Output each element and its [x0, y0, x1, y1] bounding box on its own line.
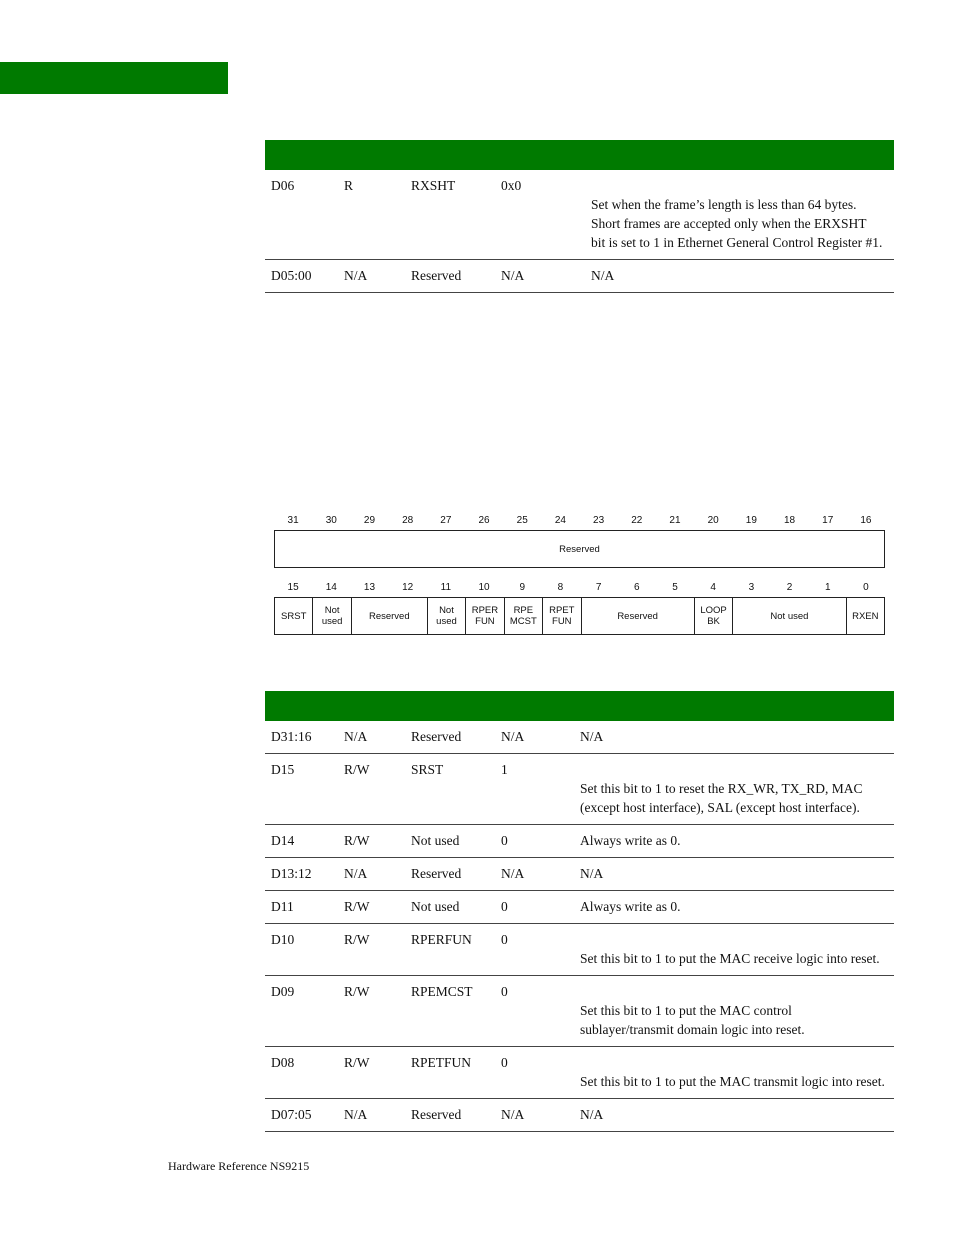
table-row	[265, 754, 894, 825]
cell-mnemonic: Not used	[405, 825, 495, 858]
bit-field: Reserved	[351, 598, 427, 634]
bit-number: 18	[783, 515, 796, 526]
cell-description	[585, 260, 894, 293]
description-line: Always write as 0.	[580, 833, 681, 848]
cell-mnemonic: Reserved	[405, 260, 495, 293]
description-line	[580, 930, 888, 949]
cell-reset: N/A	[495, 858, 574, 891]
cell-bits: D11	[265, 891, 338, 924]
cell-description	[574, 858, 894, 891]
table-row	[265, 1047, 894, 1099]
cell-access: R/W	[338, 754, 405, 825]
bit-field: Reserved	[559, 543, 600, 555]
cell-access: R/W	[338, 891, 405, 924]
description-line: sublayer/transmit domain logic into reset.	[580, 1022, 805, 1037]
bit-number: 27	[440, 515, 452, 526]
cell-description	[574, 924, 894, 976]
bit-number: 8	[557, 582, 564, 593]
page-footer: Hardware Reference NS9215	[168, 1159, 310, 1173]
bit-number: 2	[786, 582, 793, 593]
cell-bits: D10	[265, 924, 338, 976]
bit-fields-low	[274, 597, 885, 635]
table-row	[265, 924, 894, 976]
table-row	[265, 1099, 894, 1132]
description-line: N/A	[580, 1107, 604, 1122]
bit-number: 25	[516, 515, 528, 526]
chapter-tab	[0, 62, 228, 94]
bit-field: RXEN	[846, 598, 884, 634]
table-row	[265, 170, 894, 260]
cell-mnemonic: RPERFUN	[405, 924, 495, 976]
bit-field: SRST	[281, 610, 307, 622]
cell-description	[585, 170, 894, 260]
cell-description	[574, 1099, 894, 1132]
cell-mnemonic: Reserved	[405, 1099, 495, 1132]
cell-mnemonic: Not used	[405, 891, 495, 924]
table-row	[265, 260, 894, 293]
bit-number: 21	[669, 515, 681, 526]
cell-reset: 0	[495, 825, 574, 858]
description-line: N/A	[591, 268, 615, 283]
bit-number: 26	[478, 515, 490, 526]
cell-access: R/W	[338, 1047, 405, 1099]
table-row	[265, 891, 894, 924]
register-table-top	[265, 140, 894, 293]
bit-number: 15	[287, 582, 299, 593]
cell-bits: D06	[265, 170, 338, 260]
cell-reset: 0	[495, 924, 574, 976]
bit-number: 14	[325, 582, 337, 593]
table-row	[265, 825, 894, 858]
bit-number: 9	[519, 582, 525, 593]
cell-bits: D09	[265, 976, 338, 1047]
bit-number: 1	[824, 582, 831, 593]
bit-number: 11	[440, 582, 452, 593]
description-line: Always write as 0.	[580, 899, 681, 914]
bit-number: 31	[287, 515, 299, 526]
bit-field: Not used	[312, 598, 350, 634]
cell-bits: D14	[265, 825, 338, 858]
cell-mnemonic: RXSHT	[405, 170, 495, 260]
cell-access: N/A	[338, 858, 405, 891]
bit-number: 7	[595, 582, 602, 593]
cell-access: R/W	[338, 924, 405, 976]
cell-mnemonic: SRST	[405, 754, 495, 825]
cell-access: N/A	[338, 721, 405, 754]
bit-number: 13	[363, 582, 376, 593]
cell-reset: 1	[495, 754, 574, 825]
description-line: N/A	[580, 866, 604, 881]
description-line: Set this bit to 1 to reset the RX_WR, TX_RD, MAC	[580, 781, 863, 796]
cell-bits: D31:16	[265, 721, 338, 754]
cell-reset: 0	[495, 1047, 574, 1099]
bit-field: LOOP BK	[694, 598, 732, 634]
description-line: (except host interface), SAL (except host interface).	[580, 800, 860, 815]
cell-description	[574, 721, 894, 754]
description-line	[580, 1053, 888, 1072]
cell-description	[574, 754, 894, 825]
bit-number: 19	[745, 515, 757, 526]
cell-bits: D05:00	[265, 260, 338, 293]
description-line: Set this bit to 1 to put the MAC receive logic into reset.	[580, 951, 880, 966]
description-line	[580, 982, 888, 1001]
bit-number: 17	[822, 515, 834, 526]
table-header-bar	[265, 140, 894, 170]
cell-description	[574, 976, 894, 1047]
bit-numbers-low	[274, 582, 885, 593]
description-line: Set this bit to 1 to put the MAC transmit logic into reset.	[580, 1074, 885, 1089]
table-row	[265, 976, 894, 1047]
cell-bits: D08	[265, 1047, 338, 1099]
bit-number: 24	[554, 515, 566, 526]
cell-reset: 0	[495, 976, 574, 1047]
bit-number: 16	[860, 515, 872, 526]
cell-access: R/W	[338, 976, 405, 1047]
bit-fields-high	[274, 530, 885, 568]
cell-description	[574, 891, 894, 924]
cell-description	[574, 825, 894, 858]
cell-mnemonic: RPETFUN	[405, 1047, 495, 1099]
cell-reset: 0x0	[495, 170, 585, 260]
bit-number: 29	[363, 515, 376, 526]
description-line	[591, 176, 888, 195]
table-row	[265, 858, 894, 891]
bit-field: RPE MCST	[504, 598, 542, 634]
bit-field: RPET FUN	[542, 598, 580, 634]
bit-number: 30	[325, 515, 337, 526]
cell-mnemonic: Reserved	[405, 721, 495, 754]
cell-mnemonic: RPEMCST	[405, 976, 495, 1047]
cell-reset: 0	[495, 891, 574, 924]
bit-number: 28	[402, 515, 414, 526]
cell-bits: D07:05	[265, 1099, 338, 1132]
bit-number: 20	[707, 515, 719, 526]
cell-mnemonic: Reserved	[405, 858, 495, 891]
description-line	[580, 760, 888, 779]
bit-number: 12	[402, 582, 414, 593]
description-line: Set when the frame’s length is less than 64 bytes.	[591, 197, 857, 212]
bit-number: 6	[634, 582, 640, 593]
bit-field: Reserved	[581, 598, 694, 634]
description-line: Set this bit to 1 to put the MAC control	[580, 1003, 792, 1018]
cell-description	[574, 1047, 894, 1099]
cell-reset: N/A	[495, 721, 574, 754]
table-row	[265, 721, 894, 754]
cell-bits: D15	[265, 754, 338, 825]
description-line: N/A	[580, 729, 604, 744]
table-header-bar	[265, 691, 894, 721]
description-line: Short frames are accepted only when the ERXSHT	[591, 216, 867, 231]
bit-number: 22	[631, 515, 643, 526]
bit-field: RPER FUN	[465, 598, 503, 634]
cell-access: R/W	[338, 825, 405, 858]
bit-field: Not used	[427, 598, 465, 634]
cell-reset: N/A	[495, 260, 585, 293]
cell-access: N/A	[338, 1099, 405, 1132]
cell-reset: N/A	[495, 1099, 574, 1132]
bit-number: 0	[863, 582, 869, 593]
register-table-bottom	[265, 691, 894, 1132]
bit-number: 4	[710, 582, 716, 593]
bit-number: 23	[593, 515, 605, 526]
cell-bits: D13:12	[265, 858, 338, 891]
bit-numbers-high	[274, 515, 885, 526]
cell-access: R	[338, 170, 405, 260]
cell-access: N/A	[338, 260, 405, 293]
bit-number: 3	[748, 582, 755, 593]
bit-number: 10	[478, 582, 490, 593]
bit-number: 5	[672, 582, 678, 593]
description-line: bit is set to 1 in Ethernet General Control Register #1.	[591, 235, 883, 250]
bit-field: Not used	[732, 598, 845, 634]
